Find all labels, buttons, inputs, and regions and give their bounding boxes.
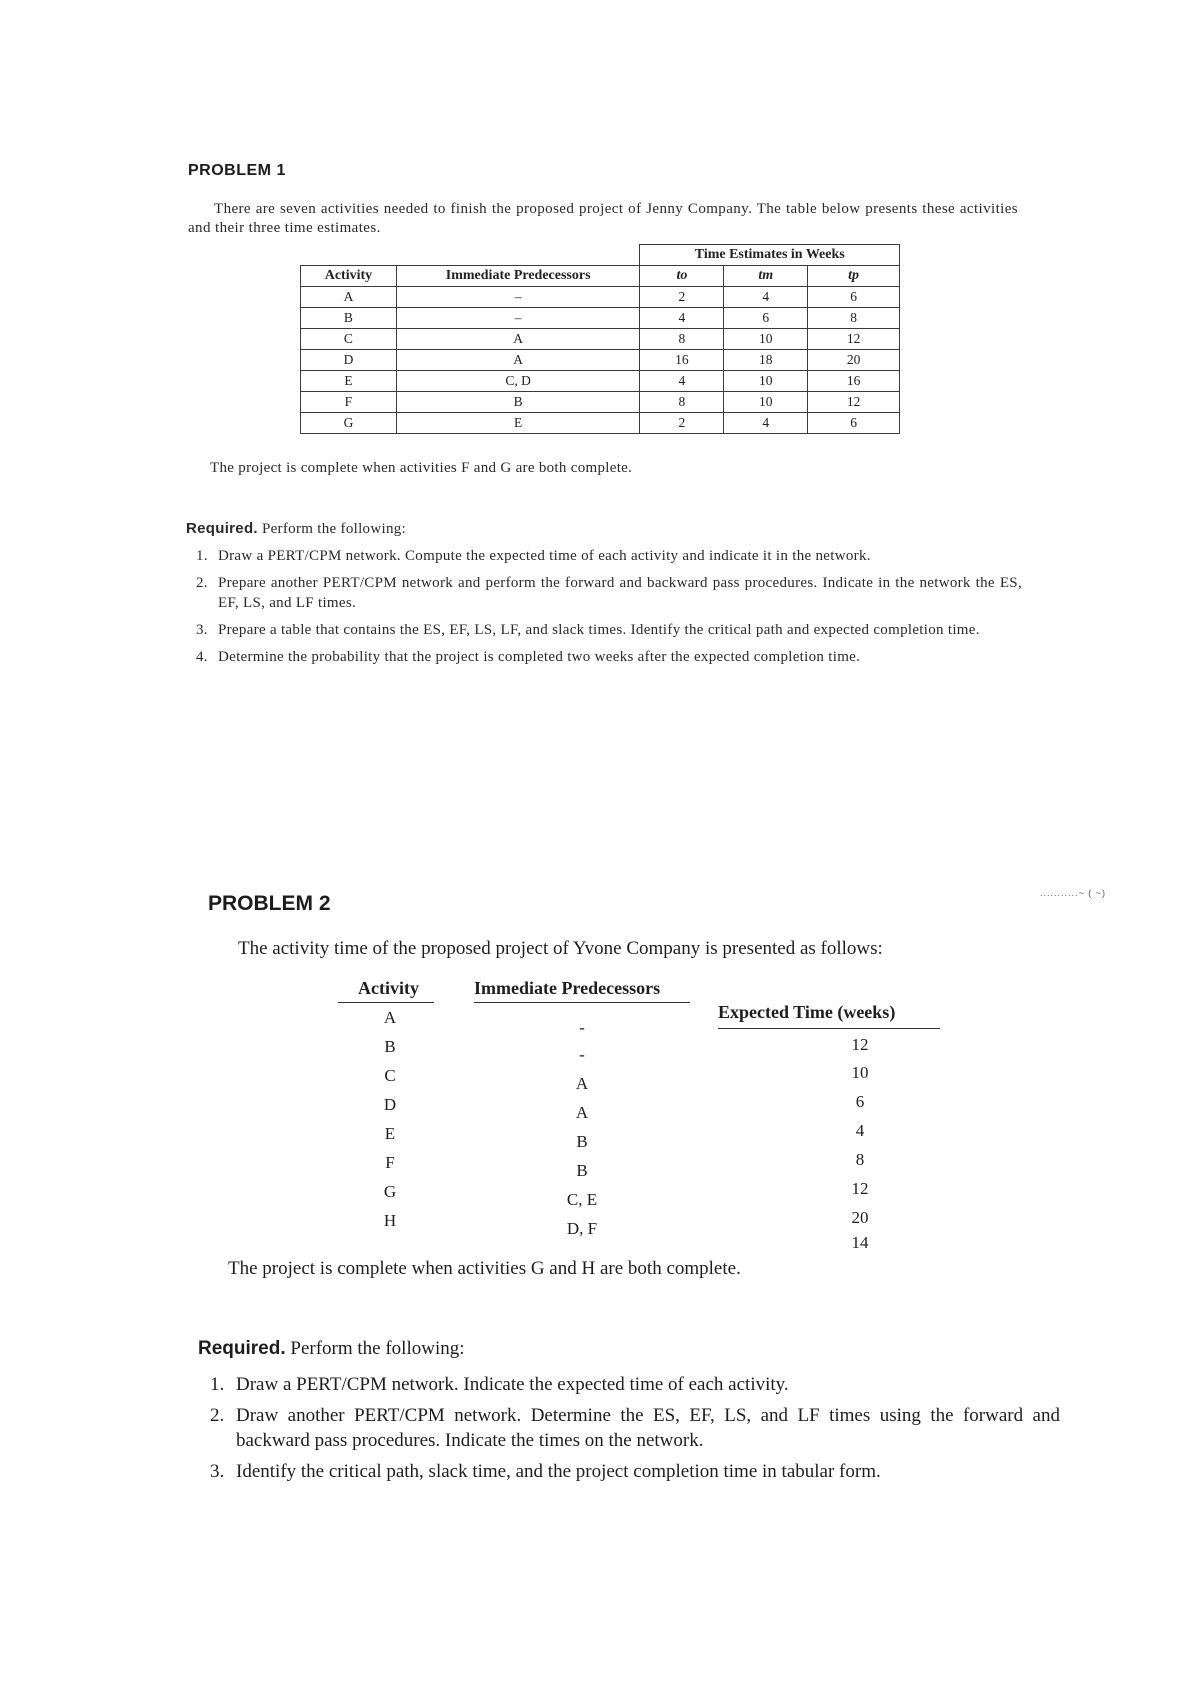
item-text: Draw a PERT/CPM network. Compute the expected time of each activity and indicate it in the network. [218, 548, 871, 564]
tm-cell: 10 [724, 392, 808, 413]
predecessor-cell: A [575, 1074, 589, 1093]
problem1-required-line [186, 520, 406, 538]
problem2-requirements-list [210, 1372, 1060, 1490]
activity-cell: A [301, 287, 397, 308]
activity-cell: G [383, 1182, 397, 1201]
tp-cell: 20 [808, 350, 900, 371]
tm-cell: 4 [724, 287, 808, 308]
predecessor-cell: B [576, 1132, 588, 1151]
table-row [301, 371, 900, 392]
col-predecessors-header: Immediate Predecessors [396, 266, 640, 287]
table-row [301, 329, 900, 350]
to-cell: 8 [640, 329, 724, 350]
to-cell: 16 [640, 350, 724, 371]
predecessor-cell: D, F [566, 1219, 598, 1238]
problem1-table [300, 244, 900, 434]
item-number: 4. [196, 649, 208, 665]
predecessor-cell: – [396, 287, 640, 308]
item-text: Prepare a table that contains the ES, EF, LS, LF, and slack times. Identify the critical path and expected completion time. [218, 622, 980, 638]
activity-cell: G [301, 413, 397, 434]
activity-cell: F [301, 392, 397, 413]
tm-cell: 4 [724, 413, 808, 434]
table-row [301, 413, 900, 434]
expected-time-cell: 8 [855, 1150, 865, 1169]
item-text: Identify the critical path, slack time, and the project completion time in tabular form. [236, 1461, 881, 1482]
predecessor-cell: C, E [566, 1190, 598, 1209]
predecessor-cell: B [396, 392, 640, 413]
required-text: Perform the following: [290, 1338, 465, 1359]
table-row [301, 350, 900, 371]
predecessor-cell: A [575, 1103, 589, 1122]
item-number: 2. [210, 1405, 225, 1426]
problem1-title: PROBLEM 1 [188, 162, 286, 179]
activity-cell: D [301, 350, 397, 371]
expected-time-cell: 10 [851, 1063, 869, 1082]
required-text: Perform the following: [261, 521, 407, 537]
item-text: Prepare another PERT/CPM network and perform the forward and backward pass procedures. Indicate in the network the ES, EF, LS, and LF times. [218, 575, 1022, 611]
to-cell: 4 [640, 308, 724, 329]
required-label: Required. [186, 520, 258, 537]
expected-time-cell: 4 [855, 1121, 865, 1140]
table-row [301, 308, 900, 329]
problem1-completion-note: The project is complete when activities F and G are both complete. [210, 460, 633, 476]
problem2-title: PROBLEM 2 [208, 892, 331, 915]
activity-cell: A [383, 1008, 397, 1027]
activity-cell: E [384, 1124, 396, 1143]
item-number: 1. [210, 1374, 225, 1395]
col-tm-header: tm [724, 266, 808, 287]
corner-scan-mark: ...........~ ( ~) [1040, 888, 1107, 898]
activity-cell: F [385, 1153, 395, 1172]
table-row [301, 392, 900, 413]
header-rule [474, 1002, 690, 1003]
item-text: Draw another PERT/CPM network. Determine the ES, EF, LS, and LF times using the forward and backward pass procedures. Indicate the times on the network. [236, 1405, 1060, 1451]
col-expected-header: Expected Time (weeks) [718, 1002, 896, 1022]
activity-cell: B [384, 1037, 396, 1056]
tp-cell: 6 [808, 287, 900, 308]
expected-time-cell: 12 [851, 1035, 869, 1054]
tp-cell: 6 [808, 413, 900, 434]
to-cell: 2 [640, 413, 724, 434]
item-text: Draw a PERT/CPM network. Indicate the expected time of each activity. [236, 1374, 789, 1395]
problem2-table [330, 978, 950, 1252]
list-item [210, 1372, 1060, 1397]
predecessor-cell: - [579, 1018, 585, 1037]
list-item [196, 546, 1022, 566]
activity-cell: C [384, 1066, 396, 1085]
col-tp-header: tp [808, 266, 900, 287]
problem2-intro: The activity time of the proposed project of Yvone Company is presented as follows: [238, 938, 883, 959]
item-number: 2. [196, 575, 208, 591]
list-item [210, 1403, 1060, 1453]
activity-cell: B [301, 308, 397, 329]
to-cell: 8 [640, 392, 724, 413]
header-rule [338, 1002, 434, 1003]
col-activity-header: Activity [358, 978, 419, 998]
tm-cell: 6 [724, 308, 808, 329]
tm-cell: 10 [724, 329, 808, 350]
time-estimates-header: Time Estimates in Weeks [640, 245, 900, 266]
item-number: 1. [196, 548, 208, 564]
tp-cell: 12 [808, 329, 900, 350]
table-row [301, 287, 900, 308]
list-item [196, 647, 1022, 667]
tp-cell: 16 [808, 371, 900, 392]
activity-cell: H [383, 1211, 397, 1230]
activity-cell: E [301, 371, 397, 392]
predecessor-cell: A [396, 329, 640, 350]
tm-cell: 10 [724, 371, 808, 392]
activity-cell: C [301, 329, 397, 350]
tp-cell: 12 [808, 392, 900, 413]
to-cell: 4 [640, 371, 724, 392]
col-activity-header: Activity [301, 266, 397, 287]
problem1-intro: There are seven activities needed to finish the proposed project of Jenny Company. The table below presents these activities and their three time estimates. [188, 201, 1018, 236]
tm-cell: 18 [724, 350, 808, 371]
list-item [196, 620, 1022, 640]
list-item [210, 1459, 1060, 1484]
item-number: 3. [210, 1461, 225, 1482]
to-cell: 2 [640, 287, 724, 308]
item-number: 3. [196, 622, 208, 638]
item-text: Determine the probability that the project is completed two weeks after the expected completion time. [218, 649, 861, 665]
list-item [196, 573, 1022, 613]
col-predecessors-header: Immediate Predecessors [474, 978, 661, 998]
expected-time-cell: 14 [851, 1233, 869, 1252]
expected-time-cell: 20 [851, 1208, 869, 1227]
problem2-required-line [198, 1338, 465, 1360]
problem2-completion-note: The project is complete when activities G and H are both complete. [228, 1258, 741, 1279]
table-header-row [301, 266, 900, 287]
tp-cell: 8 [808, 308, 900, 329]
predecessor-cell: C, D [396, 371, 640, 392]
col-to-header: to [640, 266, 724, 287]
problem1-requirements-list [196, 546, 1022, 674]
predecessor-cell: B [576, 1161, 588, 1180]
expected-time-cell: 6 [855, 1092, 865, 1111]
predecessor-cell: – [396, 308, 640, 329]
activity-cell: D [383, 1095, 397, 1114]
required-label: Required. [198, 1338, 286, 1359]
predecessor-cell: A [396, 350, 640, 371]
expected-time-cell: 12 [851, 1179, 869, 1198]
predecessor-cell: E [396, 413, 640, 434]
predecessor-cell: - [579, 1045, 585, 1064]
header-rule [718, 1028, 940, 1029]
